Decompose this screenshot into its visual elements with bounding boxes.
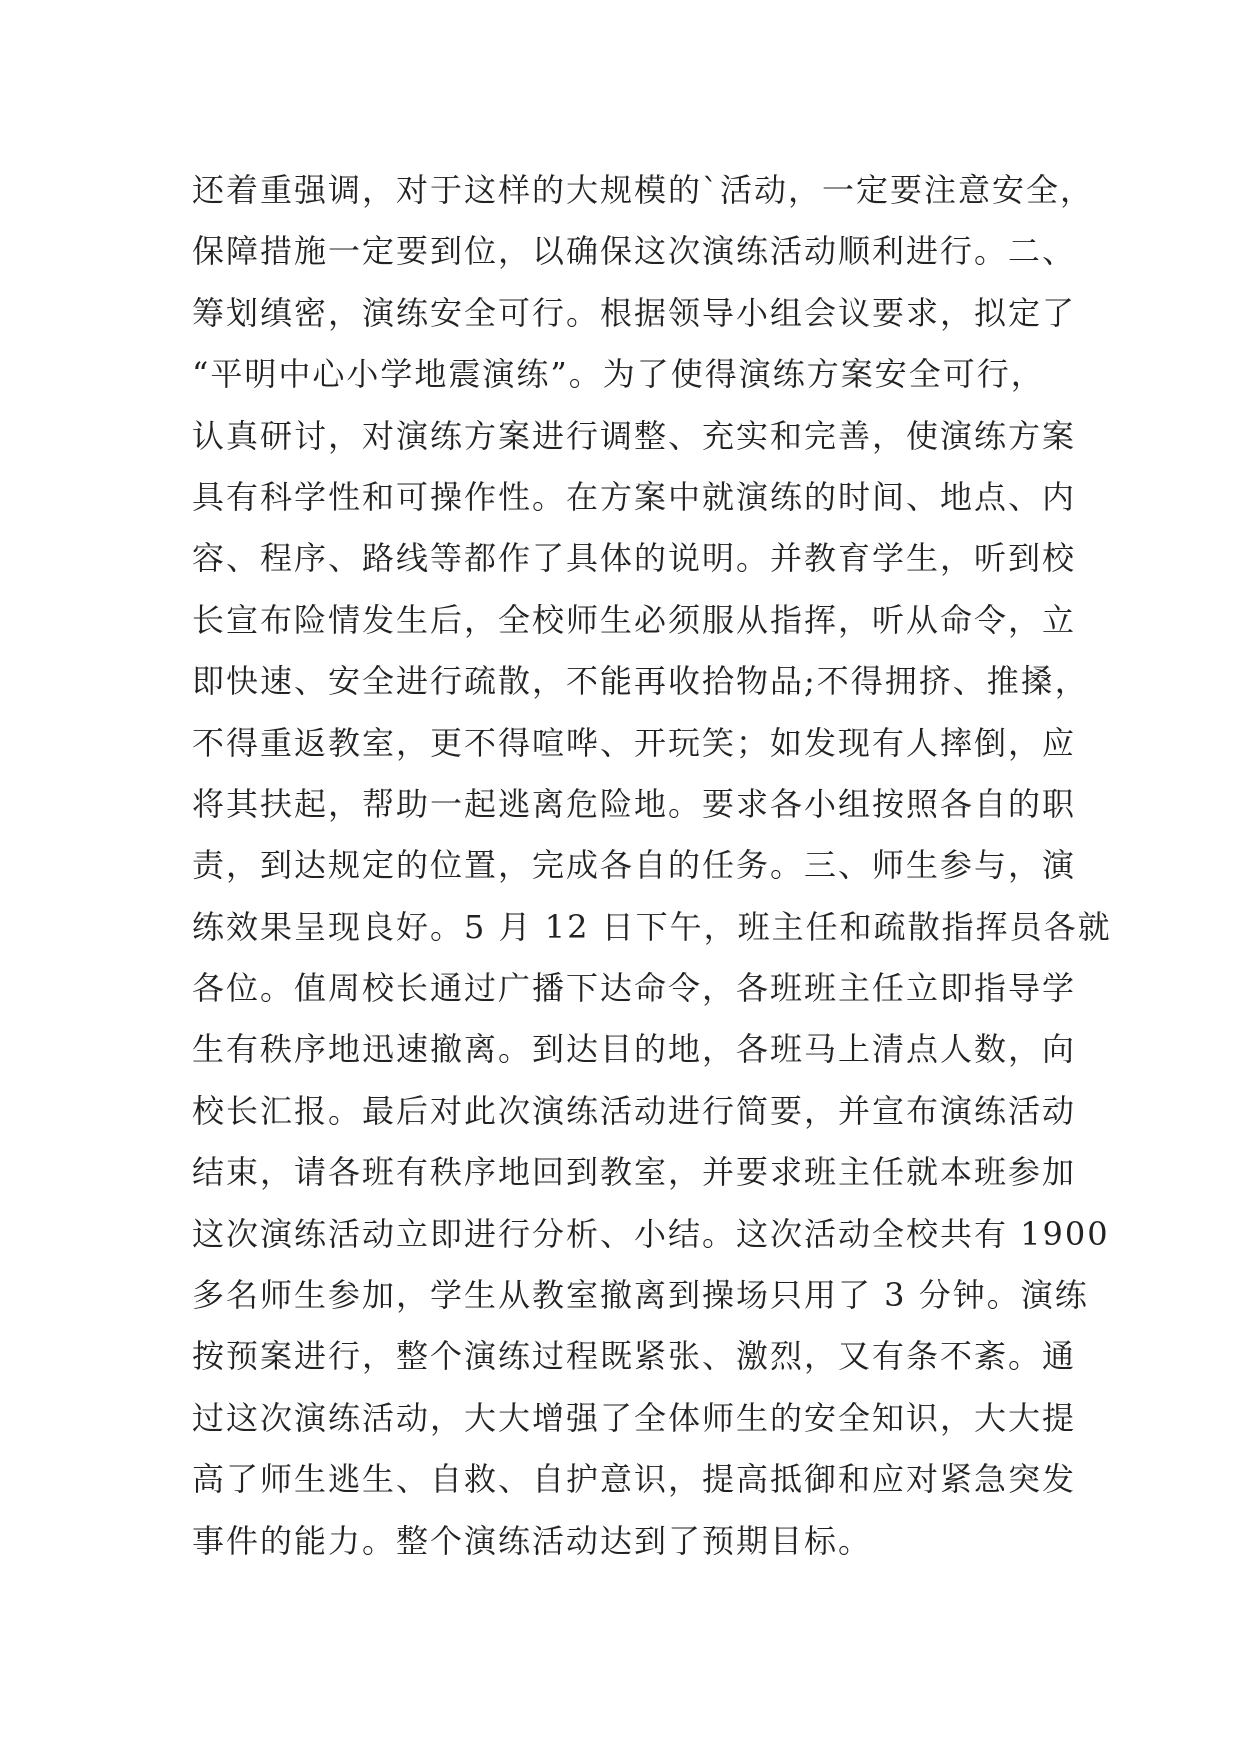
text-line: 结束，请各班有秩序地回到教室，并要求班主任就本班参加 [192,1153,1077,1192]
text-line: 这次演练活动立即进行分析、小结。这次活动全校共有 1900 [192,1214,1110,1253]
text-line: “平明中心小学地震演练”。为了使得演练方案安全可行， [192,355,1045,394]
text-line: 认真研讨，对演练方案进行调整、充实和完善，使演练方案 [192,416,1077,455]
text-line: 筹划缜密，演练安全可行。根据领导小组会议要求，拟定了 [192,293,1077,332]
text-line: 容、程序、路线等都作了具体的说明。并教育学生，听到校 [192,539,1077,578]
text-line: 不得重返教室，更不得喧哗、开玩笑；如发现有人摔倒，应 [192,723,1077,762]
text-line: 保障措施一定要到位，以确保这次演练活动顺利进行。二、 [192,232,1077,271]
text-line: 练效果呈现良好。5 月 12 日下午，班主任和疏散指挥员各就 [192,907,1112,946]
text-line: 生有秩序地迅速撤离。到达目的地，各班马上清点人数，向 [192,1030,1077,1069]
text-line: 长宣布险情发生后，全校师生必须服从指挥，听从命令，立 [192,600,1077,639]
text-line: 按预案进行，整个演练过程既紧张、激烈，又有条不紊。通 [192,1337,1077,1376]
text-line: 各位。值周校长通过广播下达命令，各班班主任立即指导学 [192,969,1077,1008]
text-line: 事件的能力。整个演练活动达到了预期目标。 [192,1521,873,1560]
text-line: 校长汇报。最后对此次演练活动进行简要，并宣布演练活动 [192,1091,1077,1130]
text-line: 多名师生参加，学生从教室撤离到操场只用了 3 分钟。演练 [192,1276,1089,1315]
body-text [192,160,1112,1572]
text-line: 具有科学性和可操作性。在方案中就演练的时间、地点、内 [192,477,1077,516]
text-line: 高了师生逃生、自救、自护意识，提高抵御和应对紧急突发 [192,1460,1077,1499]
text-line: 责，到达规定的位置，完成各自的任务。三、师生参与，演 [192,846,1077,885]
text-line: 过这次演练活动，大大增强了全体师生的安全知识，大大提 [192,1398,1077,1437]
text-line: 还着重强调，对于这样的大规模的`活动，一定要注意安全， [192,171,1095,209]
text-line: 将其扶起，帮助一起逃离危险地。要求各小组按照各自的职 [192,784,1077,823]
text-line: 即快速、安全进行疏散，不能再收拾物品;不得拥挤、推搡， [192,662,1089,701]
